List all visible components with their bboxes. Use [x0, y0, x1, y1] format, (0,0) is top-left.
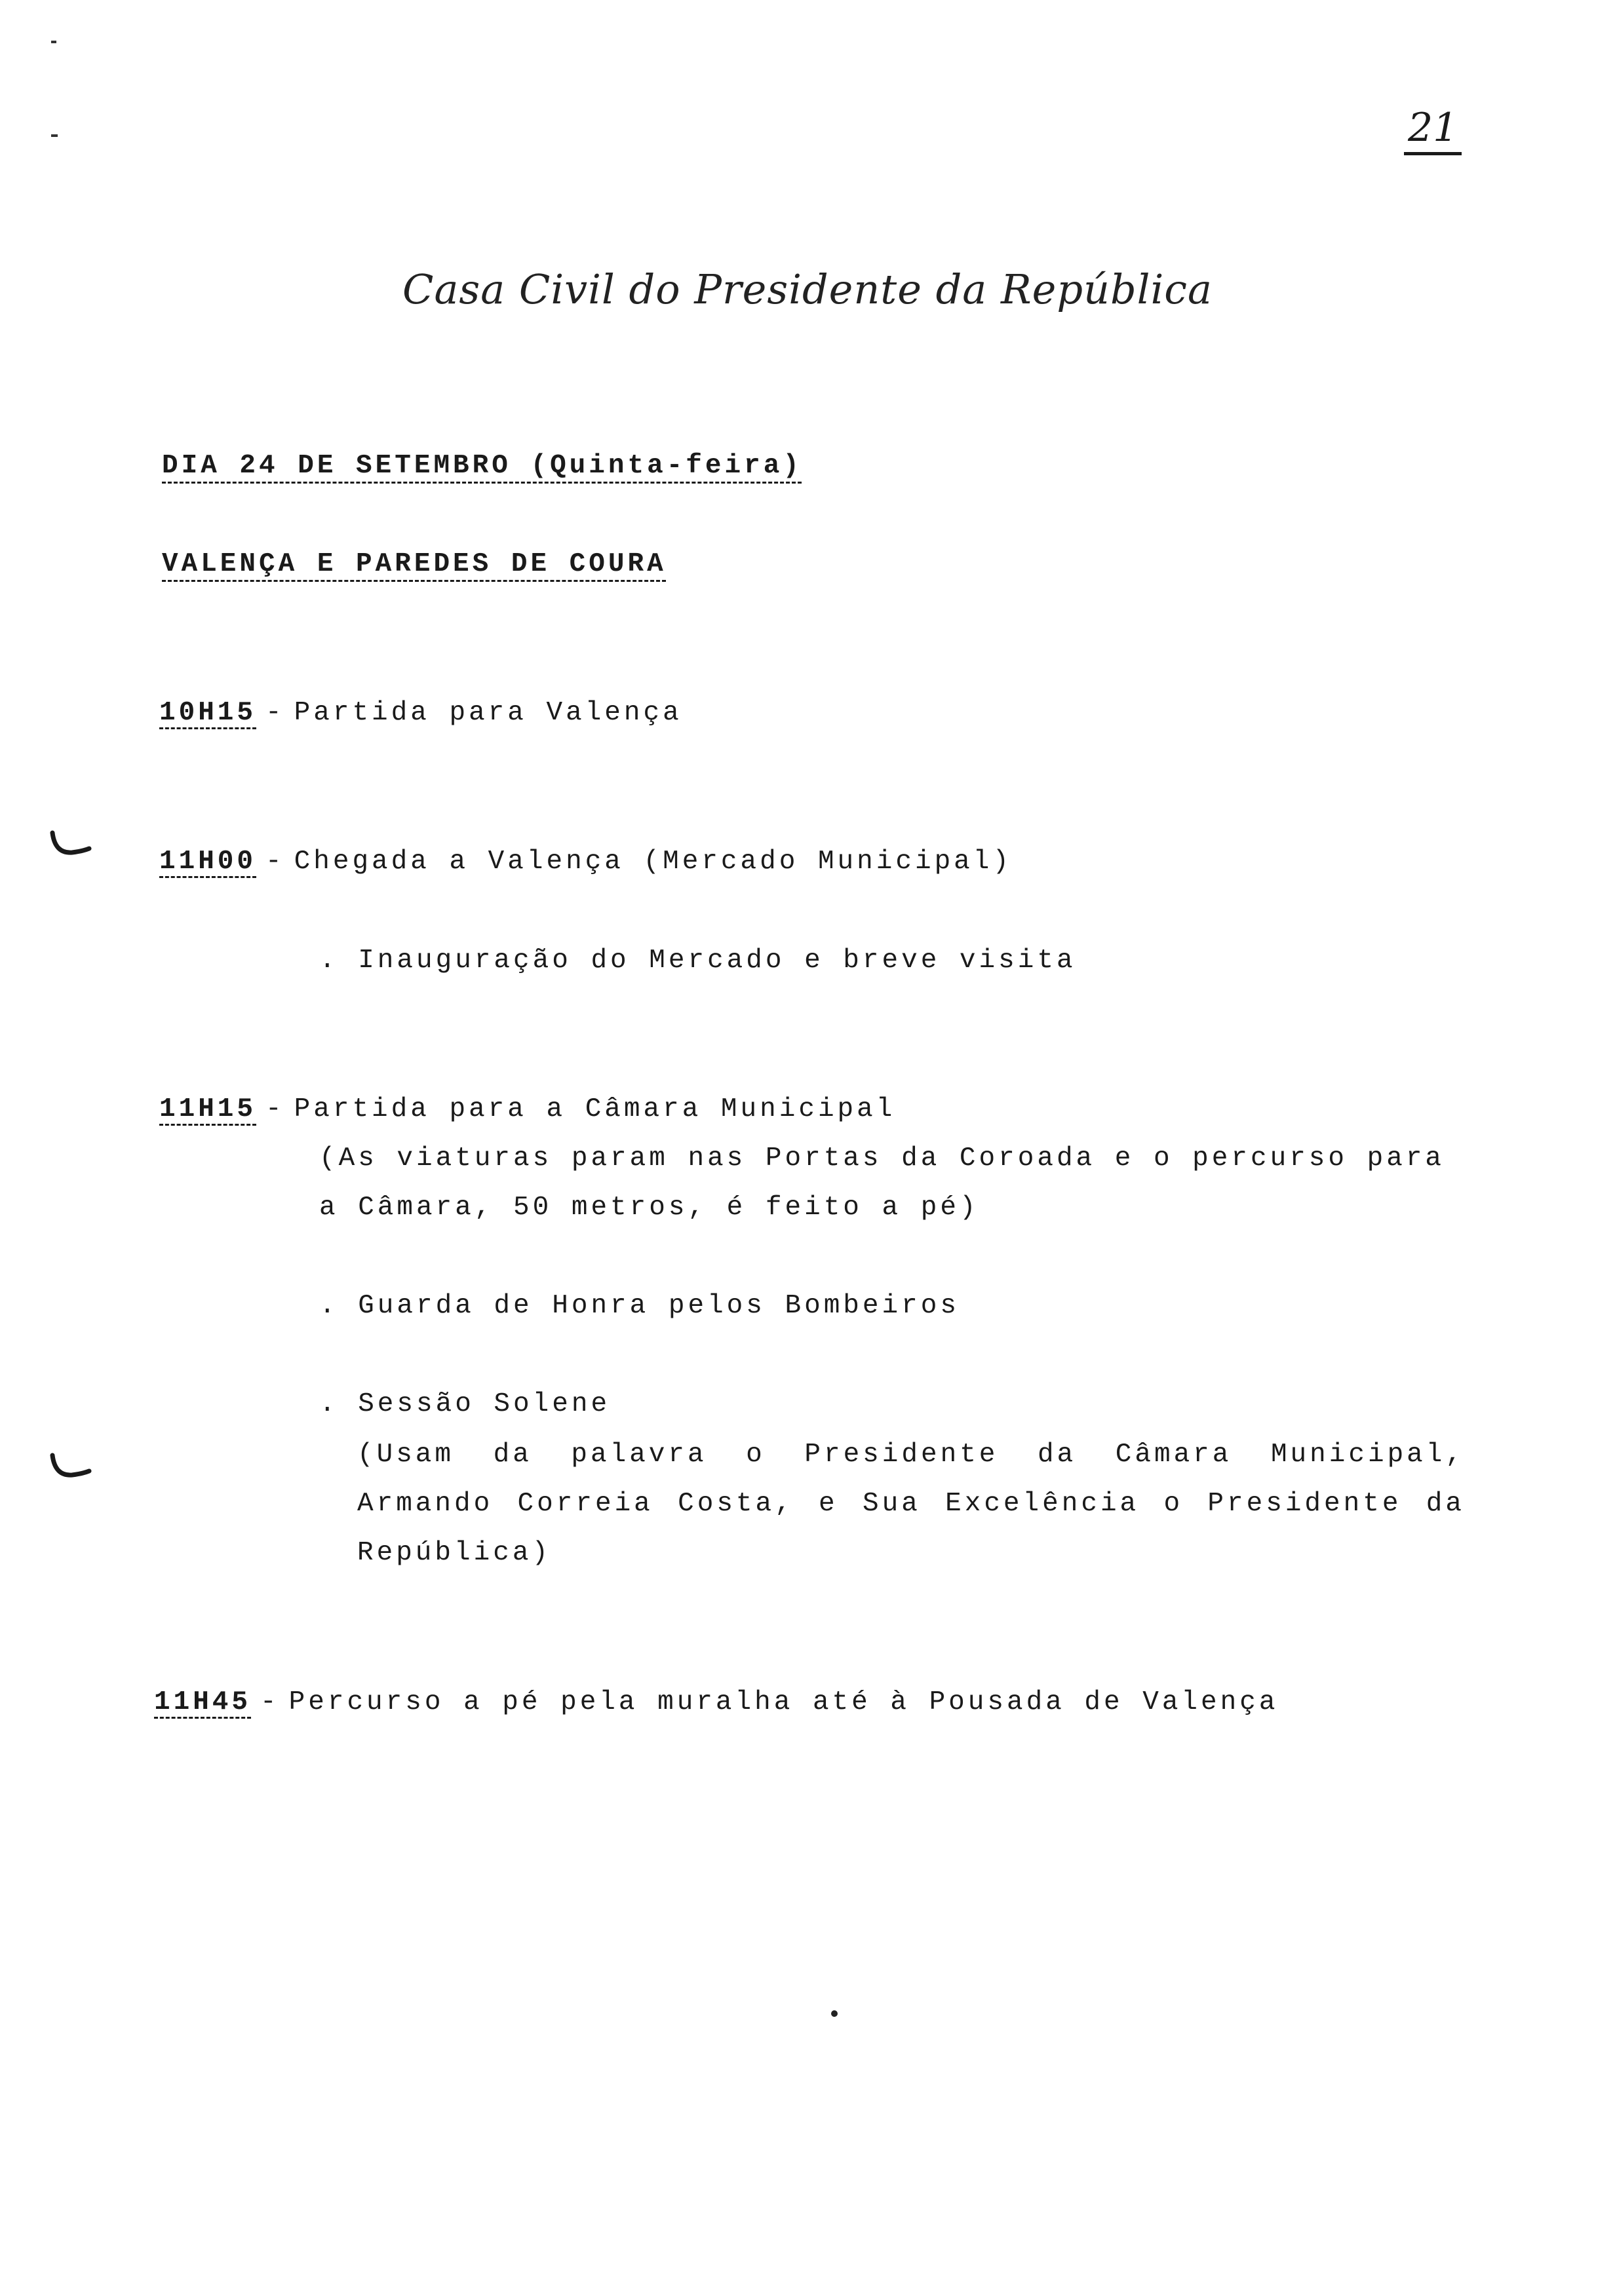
entry-note-line: a Câmara, 50 metros, é feito a pé) [319, 1193, 979, 1223]
ink-dot [829, 2008, 840, 2019]
letterhead: Casa Civil do Presidente da República [402, 265, 1213, 313]
margin-mark-bracket-2 [49, 1451, 94, 1484]
schedule-entry [154, 1687, 1278, 1717]
bullet-note-line: Armando Correia Costa, e Sua Excelência o Presidente da [357, 1489, 1465, 1519]
entry-time: 11H00 [159, 847, 257, 877]
place-heading: VALENÇA E PAREDES DE COURA [162, 549, 667, 579]
schedule-entry [159, 1094, 895, 1124]
margin-mark-bracket-1 [49, 829, 94, 862]
bullet-item: . Guarda de Honra pelos Bombeiros [319, 1291, 960, 1321]
entry-time: 11H15 [159, 1094, 257, 1124]
entry-time: 10H15 [159, 698, 257, 728]
schedule-entry [159, 847, 1012, 877]
bullet-note-line: (Usam da palavra o Presidente da Câmara Municipal, [357, 1440, 1465, 1470]
entry-text: Percurso a pé pela muralha até à Pousada de Valença [288, 1687, 1279, 1717]
margin-mark-top [46, 39, 66, 144]
bullet-item: . Inauguração do Mercado e breve visita [319, 946, 1076, 976]
entry-separator: - [265, 698, 285, 728]
entry-separator: - [265, 847, 285, 877]
schedule-entry [159, 698, 682, 728]
bullet-item: . Sessão Solene [319, 1389, 611, 1419]
entry-note-line: (As viaturas param nas Portas da Coroada e o percurso para [319, 1143, 1445, 1174]
entry-text: Chegada a Valença (Mercado Municipal) [294, 847, 1012, 877]
bullet-note-line: República) [357, 1538, 552, 1568]
entry-text: Partida para Valença [294, 698, 682, 728]
page-number: 21 [1404, 105, 1462, 155]
entry-separator: - [265, 1094, 285, 1124]
entry-separator: - [260, 1687, 280, 1717]
entry-text: Partida para a Câmara Municipal [294, 1094, 896, 1124]
date-heading: DIA 24 DE SETEMBRO (Quinta-feira) [162, 451, 802, 481]
entry-time: 11H45 [154, 1687, 252, 1717]
